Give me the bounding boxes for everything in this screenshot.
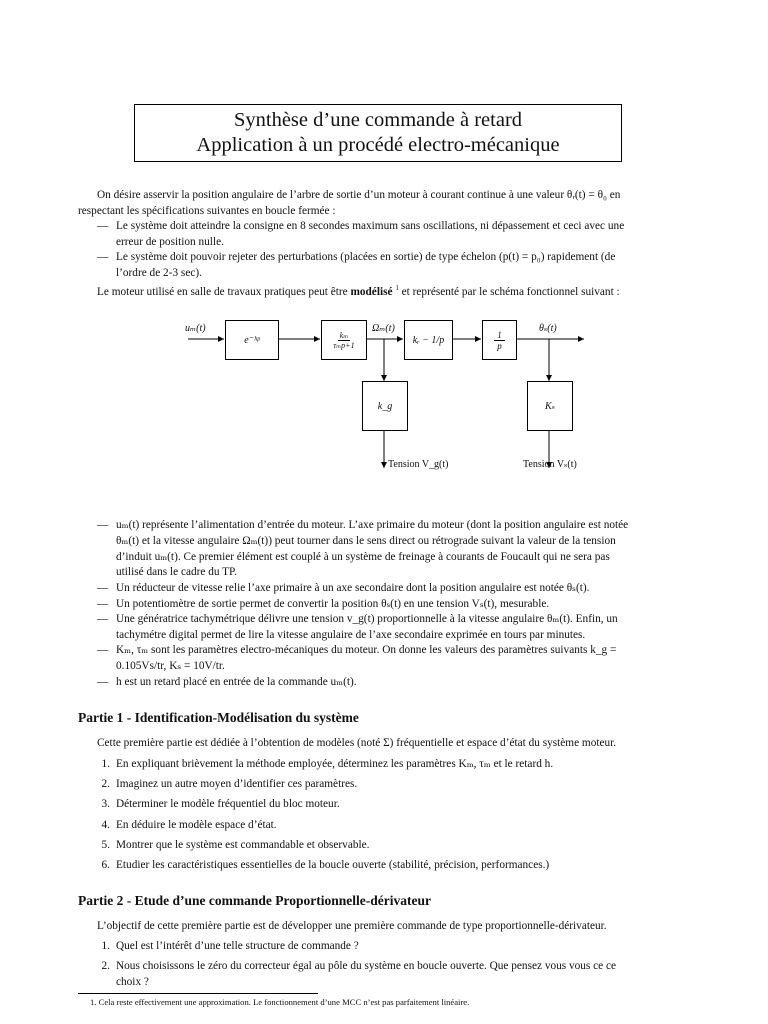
dash: —: [97, 644, 109, 656]
motor-block-den: τₘp+1: [333, 340, 355, 350]
theta-label: θₛ(t): [539, 323, 557, 334]
dash: —: [97, 251, 109, 263]
list-item-continued: choix ?: [116, 976, 149, 988]
desc-1-line-2: θₘ(t) et la vitesse angulaire Ωₘ(t)) peut tourner dans le sens direct ou rétrograde suivant la valeur de la tension: [116, 535, 616, 547]
list-number: 1.: [101, 940, 110, 952]
model-sentence: [97, 281, 620, 300]
title-box: [134, 104, 622, 162]
dash: —: [97, 613, 109, 625]
model-sentence-pre: Le moteur utilisé en salle de travaux pratiques peut être: [97, 285, 351, 298]
kg-block: [362, 381, 408, 431]
list-number: 3.: [101, 798, 110, 810]
spec-1-line-1: Le système doit atteindre la consigne en 8 secondes maximum sans oscillations, ni dépassement et ceci avec une: [116, 220, 625, 232]
list-number: 2.: [101, 778, 110, 790]
list-item: En déduire le modèle espace d’état.: [116, 819, 277, 831]
intro-line-1: On désire asservir la position angulaire de l’arbre de sortie d’un moteur à courant continue à une valeur θᵣ(t) = θ₀ en: [97, 189, 621, 201]
footnote-rule: [78, 993, 318, 994]
spec-1-line-2: erreur de position nulle.: [116, 236, 224, 248]
delay-block-label: e⁻ʰᵖ: [244, 334, 260, 346]
footnote: 1. Cela reste effectivement une approximation. Le fonctionnement d’une MCC n’est pas parfaitement linéaire.: [90, 997, 470, 1007]
ks-block: [527, 381, 573, 431]
desc-1-line-4: utilisé dans le cadre du TP.: [116, 566, 237, 578]
reducer-block-label: kᵣ − 1/p: [412, 334, 445, 346]
desc-5-line-1: Kₘ, τₘ sont les paramètres electro-mécaniques du moteur. On donne les valeurs des paramètres suivants k_g =: [116, 644, 617, 656]
desc-1-line-3: d’induit uₘ(t). Ce premier élément est couplé à un système de freinage à courants de Foucault qui ne sera pas: [116, 551, 610, 563]
list-item: Etudier les caractéristiques essentielles de la boucle ouverte (stabilité, précision, performances.): [116, 859, 550, 871]
output-vg-label: Tension V_g(t): [388, 459, 449, 470]
desc-2: Un réducteur de vitesse relie l’axe primaire à un axe secondaire dont la position angulaire est notée θₛ(t).: [116, 582, 590, 594]
motor-block: [321, 320, 367, 360]
list-number: 1.: [101, 758, 110, 770]
list-item: Montrer que le système est commandable et observable.: [116, 839, 370, 851]
input-label: uₘ(t): [185, 323, 206, 334]
dash: —: [97, 676, 109, 688]
list-number: 4.: [101, 819, 110, 831]
dash: —: [97, 220, 109, 232]
title-line-2: Application à un procédé electro-mécanique: [196, 134, 560, 156]
list-item: Quel est l’intérêt d’une telle structure de commande ?: [116, 940, 359, 952]
delay-block: [225, 320, 279, 360]
part-2-heading: Partie 2 - Etude d’une commande Proportionnelle-dérivateur: [78, 893, 431, 908]
list-item: Nous choisissons le zéro du correcteur égal au pôle du système en boucle ouverte. Que pensez vous vous ce ce: [116, 960, 617, 972]
dash: —: [97, 582, 109, 594]
list-number: 6.: [101, 859, 110, 871]
list-number: 5.: [101, 839, 110, 851]
model-sentence-bold: modélisé: [350, 285, 393, 298]
omega-label: Ωₘ(t): [372, 323, 395, 334]
desc-4-line-2: tachymétre digital permet de lire la vitesse angulaire de l’axe secondaire exprimée en tours par minutes.: [116, 629, 586, 641]
part-1-intro: Cette première partie est dédiée à l’obtention de modèles (noté Σ) fréquentielle et espace d’état du système moteur.: [97, 737, 617, 749]
desc-6: h est un retard placé en entrée de la commande uₘ(t).: [116, 676, 357, 688]
dash: —: [97, 598, 109, 610]
desc-3: Un potentiomètre de sortie permet de convertir la position θₛ(t) en une tension Vₛ(t), mesurable.: [116, 598, 550, 610]
intro-line-2: respectant les spécifications suivantes en boucle fermée :: [78, 205, 336, 217]
integrator-block-num: 1: [494, 330, 505, 341]
reducer-block: [404, 320, 453, 360]
part-2-intro: L’objectif de cette première partie est de développer une première commande de type proportionnelle-dérivateur.: [97, 920, 607, 932]
dash: —: [97, 519, 109, 531]
spec-2-line-1: Le système doit pouvoir rejeter des perturbations (placées en sortie) de type échelon (p(t) = p₀) rapidement (de: [116, 251, 616, 263]
model-sentence-post: et représenté par le schéma fonctionnel suivant :: [398, 285, 620, 298]
desc-4-line-1: Une génératrice tachymétrique délivre une tension v_g(t) proportionnelle à la vitesse angulaire θₘ(t). Enfin, un: [116, 613, 618, 625]
ks-block-label: Kₛ: [544, 400, 556, 412]
spec-2-line-2: l’ordre de 2-3 sec).: [116, 267, 202, 279]
footnote-ref: 1: [395, 284, 399, 292]
output-vs-label: Tension Vₛ(t): [523, 459, 577, 470]
list-item: Déterminer le modèle fréquentiel du bloc moteur.: [116, 798, 340, 810]
integrator-block-den: p: [497, 340, 502, 351]
list-item: Imaginez un autre moyen d’identifier ces paramètres.: [116, 778, 358, 790]
integrator-block: [482, 320, 517, 360]
part-1-heading: Partie 1 - Identification-Modélisation du système: [78, 710, 359, 725]
desc-5-line-2: 0.105Vs/tr, Kₛ = 10V/tr.: [116, 660, 225, 672]
title-line-1: Synthèse d’une commande à retard: [233, 109, 523, 131]
list-item: En expliquant brièvement la méthode employée, déterminez les paramètres Kₘ, τₘ et le retard h.: [116, 758, 554, 770]
list-number: 2.: [101, 960, 110, 972]
desc-1-line-1: uₘ(t) représente l’alimentation d’entrée du moteur. L’axe primaire du moteur (dont la position angulaire est notée: [116, 519, 629, 531]
motor-block-num: kₘ: [339, 330, 349, 340]
kg-block-label: k_g: [377, 400, 393, 412]
